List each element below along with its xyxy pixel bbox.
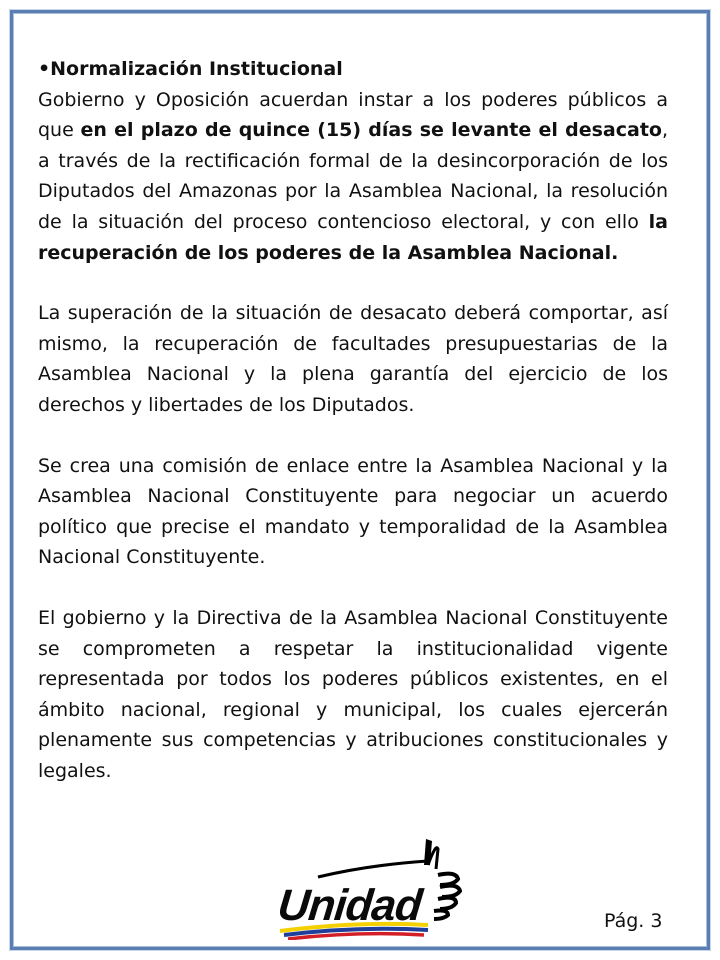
page-number: Pág. 3 <box>604 910 663 932</box>
paragraph-2: La superación de la situación de desacato deberá comportar, así mismo, la recuperación de facultades presupuestarias de la Asamblea Nacional y la plena garantía del ejercicio de los derechos y libertades de los Diputados. <box>38 302 668 416</box>
unidad-logo <box>275 835 478 940</box>
p1-bold-deadline: en el plazo de quince (15) días se levante el desacato <box>80 119 662 142</box>
paragraph-1 <box>38 85 668 269</box>
document-body <box>38 54 668 786</box>
logo-wordmark: Unidad <box>275 881 424 930</box>
section-heading: •Normalización Institucional <box>38 58 343 80</box>
p1-text-middle: , a través de la rectificación formal de la desincorporación de los Diputados del Amazonas por la Asamblea Nacional, la resolución de la situación del proceso contencioso electoral, y con ello <box>38 119 668 233</box>
paragraph-3: Se crea una comisión de enlace entre la Asamblea Nacional y la Asamblea Nacional Constituyente para negociar un acuerdo político que precise el mandato y temporalidad de la Asamblea Nacional Constituyente. <box>38 454 668 569</box>
p1-bold-recovery: la recuperación de los poderes de la Asamblea Nacional. <box>38 210 668 264</box>
p1-text-start: Gobierno y Oposición acuerdan instar a los poderes públicos a que <box>38 88 668 142</box>
paragraph-4: El gobierno y la Directiva de la Asamblea Nacional Constituyente se comprometen a respetar la institucionalidad vigente representada por todos los poderes públicos existentes, en el ámbito nacional, regional y municipal, los cuales ejercerán plenamente sus competencias y atribuciones constitucionales y legales. <box>38 606 668 782</box>
